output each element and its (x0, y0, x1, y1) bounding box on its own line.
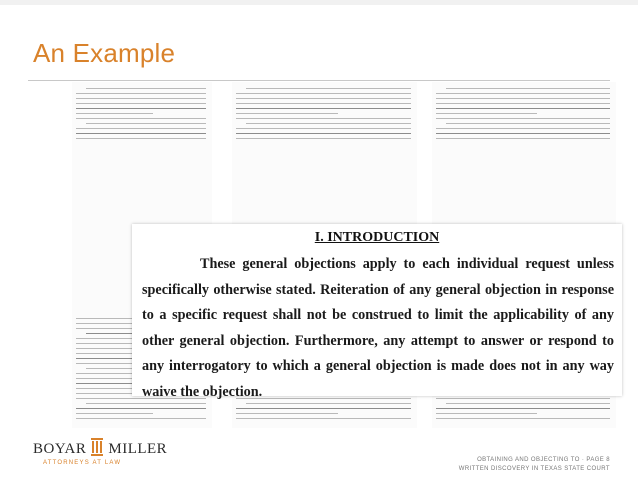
document-text-line (76, 103, 206, 104)
document-text-line (236, 133, 411, 134)
footer (438, 456, 610, 473)
document-text-line (236, 418, 411, 419)
document-text-line (76, 93, 206, 94)
document-text-line (436, 103, 610, 104)
document-text-line (76, 133, 206, 134)
logo-name-right: MILLER (108, 441, 168, 457)
document-text-line (76, 108, 206, 109)
document-text-line (436, 413, 537, 414)
document-text-line (246, 123, 411, 124)
document-text-line (76, 413, 153, 414)
document-text-line (436, 128, 610, 129)
document-text-line (76, 128, 206, 129)
document-text-line (236, 98, 411, 99)
document-text-line (436, 408, 610, 409)
logo-column-icon (90, 438, 104, 456)
document-text-line (436, 118, 610, 119)
document-text-line (76, 118, 206, 119)
firm-logo (33, 435, 213, 475)
logo-tagline: ATTORNEYS AT LAW (43, 460, 122, 466)
document-text-line (436, 133, 610, 134)
document-text-line (76, 98, 206, 99)
document-text-line (246, 88, 411, 89)
document-text-line (436, 418, 610, 419)
excerpt-body: These general objections apply to each individual request unless specifically otherwise stated. Reiteration of any general objection in response to a specific request shall not be construed to limit the applicability of any other general objection. Furthermore, any attempt to answer or respond to any interrogatory to which a general objection is made does not in any way waive the objection. (142, 256, 614, 400)
footer-line-2: WRITTEN DISCOVERY IN TEXAS STATE COURT (458, 465, 610, 472)
document-text-line (236, 103, 411, 104)
document-text-line (236, 413, 338, 414)
footer-line-1: OBTAINING AND OBJECTING TO · PAGE 8 (477, 457, 610, 463)
document-text-line (236, 118, 411, 119)
excerpt-heading: I. INTRODUCTION (314, 230, 440, 245)
document-text-line (76, 138, 206, 139)
document-text-line (86, 123, 206, 124)
document-text-line (76, 113, 153, 114)
document-text-line (86, 88, 206, 89)
zoomed-excerpt (132, 224, 622, 400)
top-bar (0, 0, 638, 5)
document-text-line (236, 113, 338, 114)
logo-wordmark (33, 438, 167, 458)
document-text-line (236, 93, 411, 94)
document-text-line (436, 113, 537, 114)
document-collage (72, 82, 616, 428)
document-text-line (436, 93, 610, 94)
title-divider (28, 80, 610, 81)
document-text-line (236, 128, 411, 129)
document-text-line (446, 123, 610, 124)
document-text-line (436, 108, 610, 109)
slide-title: An Example (33, 38, 176, 68)
document-text-line (236, 108, 411, 109)
document-text-line (446, 88, 610, 89)
document-text-line (436, 98, 610, 99)
document-text-line (76, 418, 206, 419)
logo-name-left: BOYAR (33, 441, 87, 457)
document-text-line (236, 138, 411, 139)
document-text-line (76, 408, 206, 409)
document-text-line (436, 138, 610, 139)
document-text-line (236, 408, 411, 409)
